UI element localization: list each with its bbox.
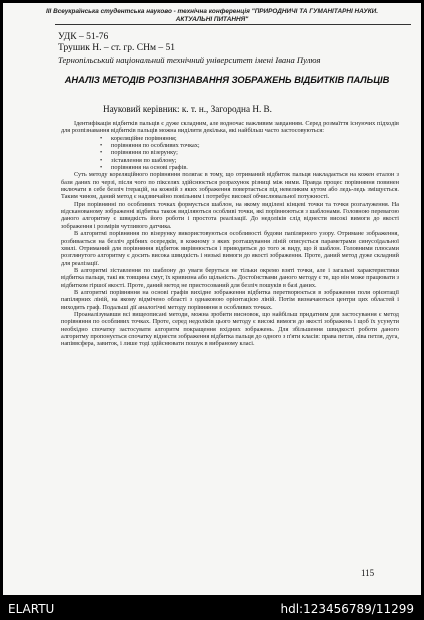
- conference-header: [3, 8, 421, 23]
- footer-handle: hdl:123456789/11299: [280, 602, 414, 616]
- methods-list: [61, 135, 399, 172]
- list-item: • порівняння по особливих точках;: [111, 142, 399, 149]
- list-item: • порівняння на основі графів.: [111, 164, 399, 171]
- footer-bar: [0, 598, 424, 620]
- paragraph-minutiae: При порівнянні по особливих точках формується шаблон, на якому виділені кінцеві точки та точки розгалуження. На відсканованому зображенні відбитка також виділяються особливі точки, які порівнюються з шаблонами. Головною перевагою даного алгоритму є швидкість його роботи і простота реалізації. До недоліків слід віднести високі вимоги до якості зображення і розмірів чутливого датчика.: [61, 200, 399, 230]
- list-item: • кореляційне порівняння;: [111, 135, 399, 142]
- paragraph-intro: Ідентифікація відбитків пальців є дуже складним, але водночас важливим завданням. Серед розмаїття існуючих підходів для розпізнавання відбитків пальців можна виділити декілька, які найбільш часто застосовуються:: [61, 120, 399, 135]
- institution: Тернопільський національний технічний університет імені Івана Пулюя: [58, 55, 321, 65]
- list-item: • зіставлення по шаблону;: [111, 157, 399, 164]
- paragraph-correlation: Суть методу кореляційного порівняння полягає в тому, що отриманий відбиток пальця накладається на кожен еталон з бази даних по черзі, після чого по пікселях здійснюється розрахунок різниці між ними. Правда процес порівняння повинен включати в себе безліч ітерацій, на кожній з яких зображення повертається під невеликим кутом або ледь-ледь зміщується. Таким чином, даний метод є надзвичайно повільним і потребує високої обчислювальної потужності.: [61, 171, 399, 201]
- conference-header-line-2: АКТУАЛЬНІ ПИТАННЯ": [175, 15, 249, 23]
- header-divider: [55, 24, 411, 25]
- paragraph-graph: В алгоритмі порівняння на основі графів вихідне зображення відбитка перетворюється в зображення поля орієнтації папілярних ліній, на якому відмічено області з однаковою орієнтацією ліній. Потім визначаються центри цих областей і виходить граф. Подальші дії аналогічні методу порівняння в особливих точках.: [61, 288, 399, 311]
- supervisor: Науковий керівник: к. т. н., Загородна Н. В.: [103, 104, 272, 114]
- list-item: • порівняння по візерунку;: [111, 149, 399, 156]
- conference-header-line-1: ІІІ Всеукраїнська студентська науково - технічна конференція "ПРИРОДНИЧІ ТА ГУМАНІТАРНІ НАУКИ.: [46, 8, 378, 15]
- footer-repository-label: ELARTU: [8, 602, 55, 616]
- author-line: Трушик Н. – ст. гр. СНм – 51: [58, 43, 175, 53]
- udk-code: УДК – 51-76: [58, 32, 109, 42]
- paper-title: АНАЛІЗ МЕТОДІВ РОЗПІЗНАВАННЯ ЗОБРАЖЕНЬ ВІДБИТКІВ ПАЛЬЦІВ: [64, 75, 390, 85]
- paragraph-pattern: В алгоритмі порівняння по візерунку використовуються особливості будови папілярного узору. Отримане зображення, розбивається на безліч дрібних осередків, в кожному з яких розташування ліній описується параметрами синусоїдальної хвилі. Отриманий для порівняння відбиток вирівнюється і приводиться до того ж виду, що й шаблон. Головними плюсами розглянутого алгоритму є досить висока швидкість і низькі вимоги до якості зображення. Проте, даний метод дуже складний для реалізації.: [61, 230, 399, 267]
- article-body: [61, 120, 399, 348]
- page-number: 115: [361, 568, 375, 578]
- paragraph-template: В алгоритмі зіставлення по шаблону до уваги беруться не тільки окремо взяті точки, але і загальні характеристики відбитка пальця, такі як товщина смуг, їх кривизна або щільність. Достоїнствами даного методу є те, що він може працювати з відбитком гіршої якості. Проте, даний метод не пристосований для безліч пошуків в базі даних.: [61, 266, 399, 289]
- paragraph-conclusion: Проаналізувавши всі вищеописані методи, можна зробити висновок, що найбільш придатним для застосування є метод порівняння по особливих точках. Проте, серед недоліків цього методу є високі вимоги до якості зображень і щоб їх усунути необхідно спочатку застосувати алгоритм покращення вхідних зображень. Для збільшення швидкості роботи даного алгоритму пропонується спочатку віднести зображення відбитка пальця до одного з п'яти класів: права петля, ліва петля, дуга, напіввсфера, завиток, і лише тоді здійснювати пошук в вибраному класі.: [61, 310, 399, 348]
- document-page: [3, 3, 421, 595]
